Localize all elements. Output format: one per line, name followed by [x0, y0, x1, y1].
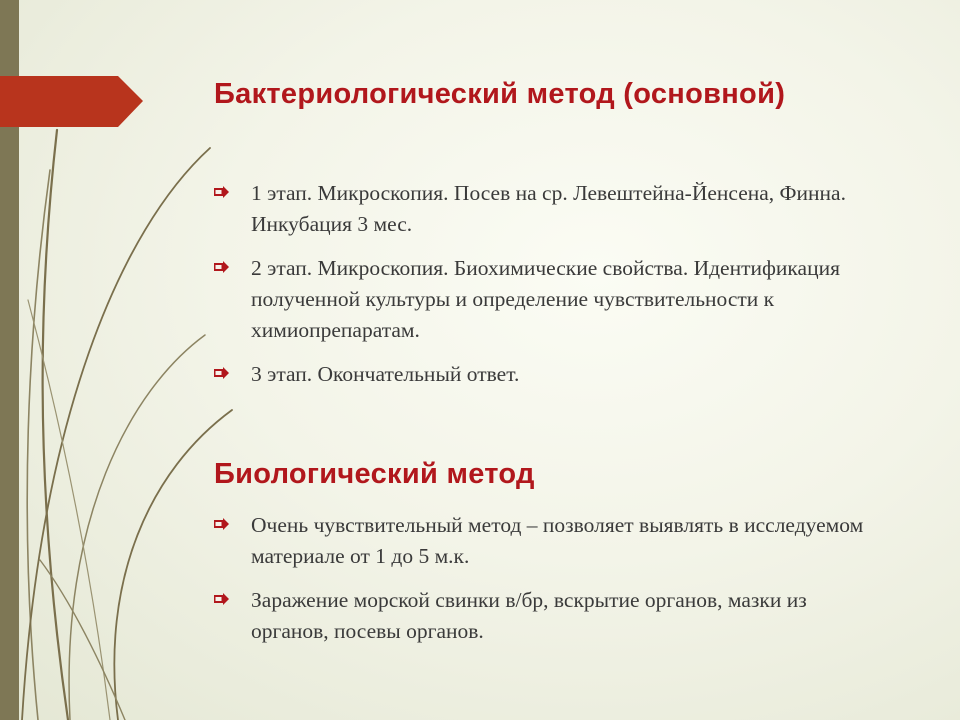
- list-item-text: 1 этап. Микроскопия. Посев на ср. Левештейна-Йенсена, Финна. Инкубация 3 мес.: [251, 181, 846, 236]
- right-arrow-bullet-icon: [214, 518, 229, 530]
- right-arrow-bullet-icon: [214, 593, 229, 605]
- list-item-text: Заражение морской свинки в/бр, вскрытие органов, мазки из органов, посевы органов.: [251, 588, 807, 643]
- list-item-text: 3 этап. Окончательный ответ.: [251, 362, 520, 386]
- right-arrow-bullet-icon: [214, 186, 229, 198]
- list-item: [214, 253, 874, 346]
- right-arrow-bullet-icon: [214, 367, 229, 379]
- list-item: [214, 585, 874, 647]
- title-arrow-shape: [0, 0, 150, 140]
- list-item: [214, 359, 874, 390]
- list-item: [214, 178, 874, 240]
- biological-bullet-list: [214, 510, 874, 660]
- section-title-biological: Биологический метод: [214, 458, 535, 490]
- bacteriological-bullet-list: [214, 178, 874, 403]
- list-item-text: 2 этап. Микроскопия. Биохимические свойства. Идентификация полученной культуры и определение чувствительности к химиопрепаратам.: [251, 256, 840, 342]
- list-item-text: Очень чувствительный метод – позволяет выявлять в исследуемом материале от 1 до 5 м.к.: [251, 513, 864, 568]
- section-title-bacteriological: Бактериологический метод (основной): [214, 78, 786, 110]
- right-arrow-bullet-icon: [214, 261, 229, 273]
- list-item: [214, 510, 874, 572]
